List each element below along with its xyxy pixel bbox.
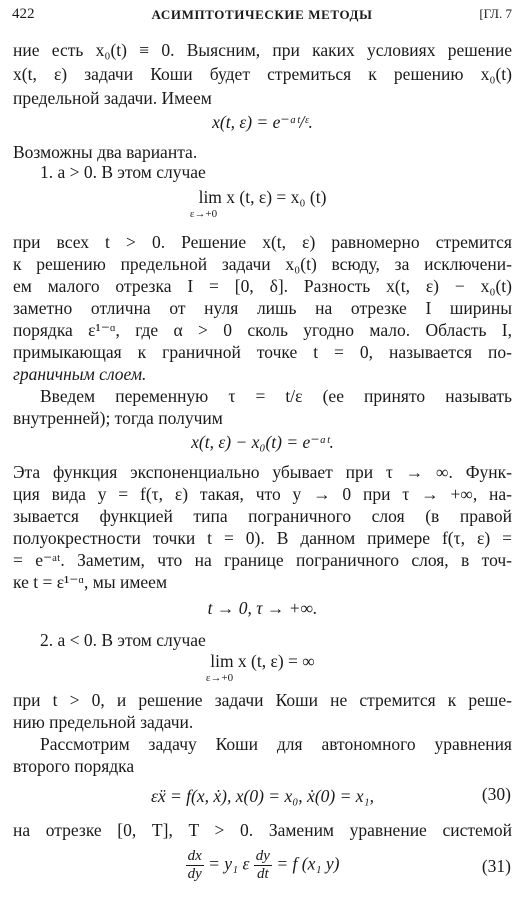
text-line: граничным слоем.	[13, 364, 147, 384]
text-line: заметно отлична от нуля лишь на отрезке I ширины	[13, 298, 512, 318]
text-line: внутренней); тогда получим	[13, 408, 223, 428]
text-line: = e⁻ᵃᵗ. Заметим, что на границе пограничного слоя, в точ-	[13, 550, 512, 570]
text-line: 1. a > 0. В этом случае	[40, 162, 206, 182]
text-line: второго порядка	[13, 756, 135, 776]
text-line: Рассмотрим задачу Коши для автономного уравнения	[40, 734, 512, 754]
text-line: при всех t > 0. Решение x(t, ε) равномерно стремится	[13, 232, 512, 252]
text-line: предельной задачи. Имеем	[13, 88, 212, 108]
text-line: нию предельной задачи.	[13, 712, 194, 732]
limit-subscript: ε→+0	[189, 208, 218, 220]
chapter-label: [ГЛ. 7	[479, 6, 512, 21]
text-line: Эта функция экспоненциально убывает при τ → ∞. Функ-	[13, 462, 512, 482]
equation: x(t, ε) = e⁻ᵃᵗ/ᵋ.	[212, 112, 313, 132]
text-line: ем малого отрезка I = [0, δ]. Разность x(t, ε) − x₀(t)	[13, 276, 512, 296]
fraction: $\frac{dx}{dy}$	[187, 848, 202, 882]
text-line: примыкающая к граничной точке t = 0, называется по-	[13, 342, 512, 362]
equation: t → 0, τ → +∞.	[207, 598, 318, 618]
page-header	[12, 6, 512, 28]
equation-31: $\frac{dx}{dy}$ = y₁ ε $\frac{dy}{dt}$ = f (x₁ y)	[187, 848, 340, 882]
text-line: ция вида y = f(τ, ε) такая, что y → 0 при τ → +∞, на-	[13, 484, 512, 504]
fraction: $\frac{dy}{dt}$	[255, 848, 270, 882]
equation-30: εẍ = f(x, ẋ), x(0) = x₀, ẋ(0) = x₁,	[150, 786, 375, 806]
page-number: 422	[12, 6, 35, 22]
limit-equation	[0, 186, 525, 220]
text-line: порядка ε¹⁻ᵅ, где α > 0 сколь угодно мало. Область I,	[13, 320, 512, 340]
limit-equation	[0, 650, 525, 684]
text-line: зывается функцией типа пограничного слоя (в правой	[13, 506, 512, 526]
text-line: ке t = ε¹⁻ᵅ, мы имеем	[13, 572, 168, 592]
text-line: на отрезке [0, T], T > 0. Заменим уравнение системой	[13, 820, 512, 840]
equation: x(t, ε) − x₀(t) = e⁻ᵃᵗ.	[191, 432, 334, 452]
text-line: полуокрестности точки t = 0). В данном примере f(τ, ε) =	[13, 528, 512, 548]
text-line: при t > 0, и решение задачи Коши не стремится к реше-	[13, 690, 512, 710]
text-line: x(t, ε) задачи Коши будет стремиться к решению x₀(t)	[13, 64, 512, 84]
text-line: к решению предельной задачи x₀(t) всюду, за исключени-	[13, 254, 512, 274]
text-line: Возможны два варианта.	[13, 142, 198, 162]
limit-subscript: ε→+0	[205, 672, 234, 684]
limit-expression: lim x (t, ε) = x₀ (t)	[198, 187, 327, 207]
equation-number: (31)	[481, 856, 511, 876]
equation-number: (30)	[481, 784, 511, 804]
text-line: Введем переменную τ = t/ε (ее принято называть	[40, 386, 512, 406]
text-line: 2. a < 0. В этом случае	[40, 630, 206, 650]
limit-expression: lim x (t, ε) = ∞	[210, 651, 315, 671]
text-line: ние есть x₀(t) ≡ 0. Выясним, при каких условиях решение	[13, 40, 512, 60]
running-title: АСИМПТОТИЧЕСКИЕ МЕТОДЫ	[151, 7, 373, 22]
